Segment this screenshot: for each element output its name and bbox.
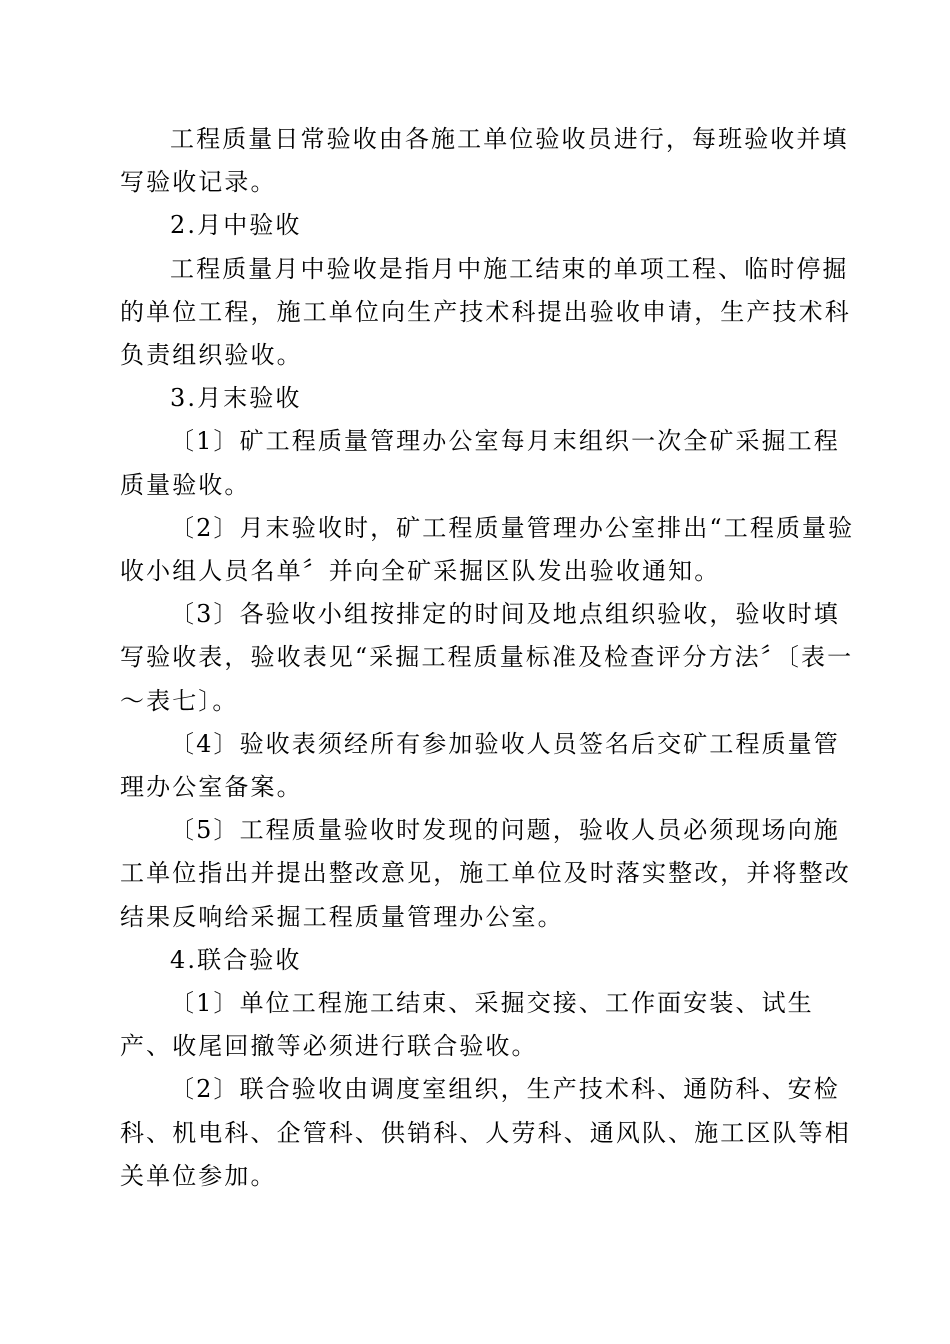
paragraph-month-end-item-4: 〔4〕验收表须经所有参加验收人员签名后交矿工程质量管理办公室备案。	[120, 729, 840, 802]
paragraph-mid-month-acceptance: 工程质量月中验收是指月中施工结束的单项工程、临时停掘的单位工程，施工单位向生产技术科提出验收申请，生产技术科负责组织验收。	[120, 254, 851, 370]
document-body	[120, 118, 860, 1198]
heading-month-end-acceptance: 3.月末验收	[170, 384, 302, 413]
heading-joint-acceptance: 4.联合验收	[170, 945, 302, 974]
heading-mid-month-acceptance: 2.月中验收	[170, 211, 302, 240]
paragraph-month-end-item-2: 〔2〕月末验收时，矿工程质量管理办公室排出“工程质量验收小组人员名单〞并向全矿采掘区队发出验收通知。	[120, 513, 855, 586]
paragraph-month-end-item-1: 〔1〕矿工程质量管理办公室每月末组织一次全矿采掘工程质量验收。	[120, 427, 840, 499]
paragraph-month-end-item-5: 〔5〕工程质量验收时发现的问题，验收人员必须现场向施工单位指出并提出整改意见，施工单位及时落实整改，并将整改结果反响给采掘工程质量管理办公室。	[120, 816, 851, 931]
paragraph-joint-item-1: 〔1〕单位工程施工结束、采掘交接、工作面安装、试生产、收尾回撤等必须进行联合验收。	[120, 989, 814, 1061]
paragraph-daily-acceptance: 工程质量日常验收由各施工单位验收员进行，每班验收并填写验收记录。	[120, 125, 849, 197]
paragraph-month-end-item-3: 〔3〕各验收小组按排定的时间及地点组织验收，验收时填写验收表，验收表见“采掘工程质量标准及检查评分方法〞〔表一～表七〕。	[120, 600, 854, 715]
paragraph-joint-item-2: 〔2〕联合验收由调度室组织，生产技术科、通防科、安检科、机电科、企管科、供销科、人劳科、通风队、施工区队等相关单位参加。	[120, 1075, 851, 1190]
